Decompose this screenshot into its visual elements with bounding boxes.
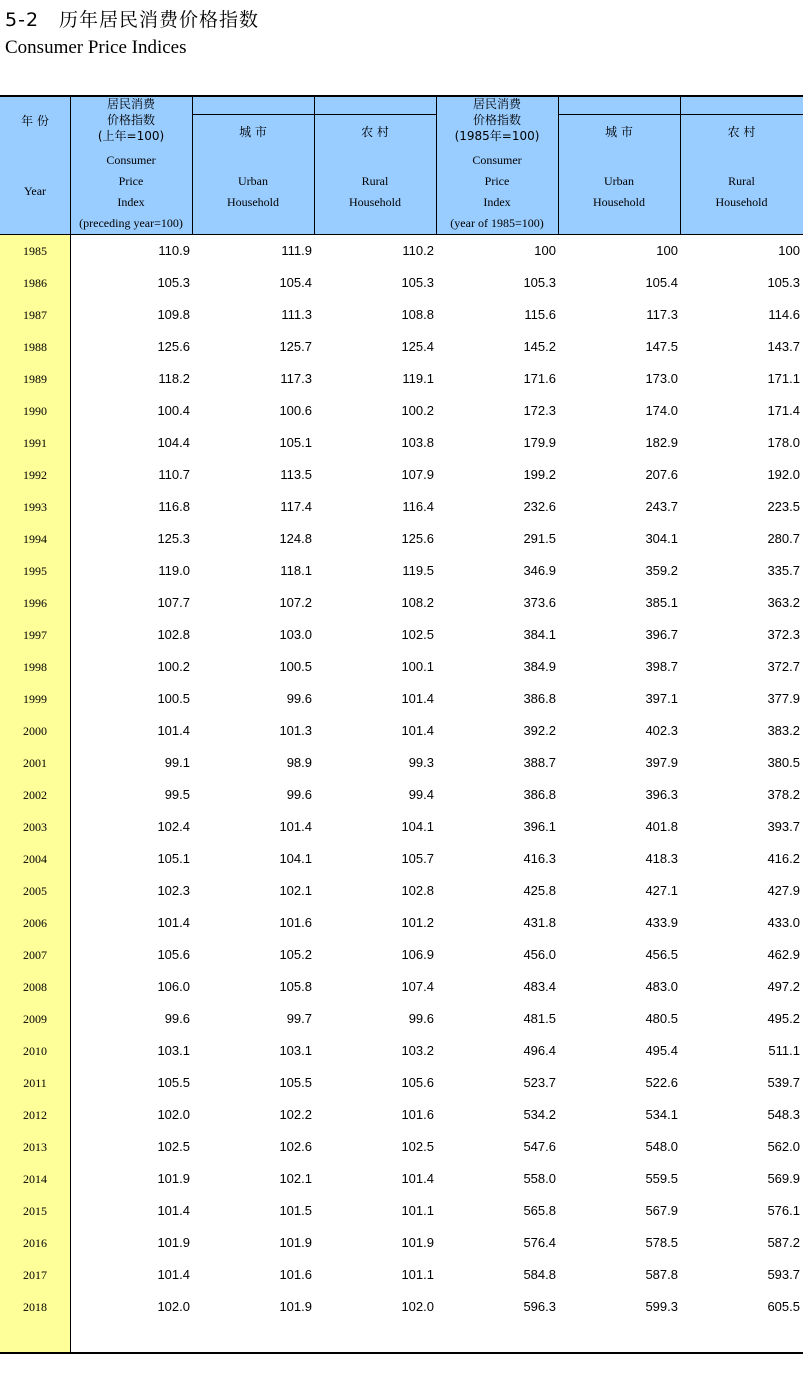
- cpi-1985-base-cell: 584.8: [523, 1267, 556, 1282]
- table-row: [0, 716, 803, 748]
- table-row: [0, 908, 803, 940]
- cpi-preceding-year-cell: 107.7: [157, 595, 190, 610]
- table-row: [0, 876, 803, 908]
- rural-preceding-year-cell: 125.6: [401, 531, 434, 546]
- urban-1985-base-cell: 427.1: [645, 883, 678, 898]
- table-row: [0, 748, 803, 780]
- cpi-preceding-year-cell: 101.4: [157, 915, 190, 930]
- rural-1985-base-cell: 393.7: [767, 819, 800, 834]
- cpi-1985-base-cell: 171.6: [523, 371, 556, 386]
- urban-1985-base-cell: 480.5: [645, 1011, 678, 1026]
- table-row: [0, 652, 803, 684]
- rural-1985-base-cell: 192.0: [767, 467, 800, 482]
- rural-preceding-year-cell: 104.1: [401, 819, 434, 834]
- rural-preceding-year-cell: 116.4: [402, 499, 434, 514]
- rural-1985-base-cell: 495.2: [767, 1011, 800, 1026]
- cpi-1985-base-cell: 145.2: [523, 339, 556, 354]
- table-row: [0, 940, 803, 972]
- urban-preceding-year-cell: 98.9: [286, 755, 312, 770]
- table-row: [0, 1100, 803, 1132]
- cpi-preceding-year-cell: 102.0: [157, 1107, 190, 1122]
- year-cell: 1996: [23, 596, 47, 610]
- year-cell: 1997: [23, 628, 47, 642]
- cpi-1985-base-cell: 431.8: [523, 915, 556, 930]
- urban-1985-base-cell: 534.1: [645, 1107, 678, 1122]
- urban-preceding-year-cell: 105.2: [279, 947, 312, 962]
- rural-preceding-year-cell: 101.4: [401, 691, 434, 706]
- rural-1985-base-cell: 462.9: [767, 947, 800, 962]
- cpi-preceding-year-cell: 99.1: [164, 755, 190, 770]
- rural-preceding-year-cell: 105.6: [401, 1075, 434, 1090]
- cpi-1985-base-cell: 384.9: [523, 659, 556, 674]
- year-cell: 2010: [23, 1044, 47, 1058]
- urban-preceding-year-cell: 99.6: [286, 787, 312, 802]
- rural-preceding-year-cell: 100.2: [401, 403, 434, 418]
- divider: [0, 234, 803, 235]
- cpi-1985-base-cell: 172.3: [523, 403, 556, 418]
- rural-1985-base-cell: 576.1: [767, 1203, 800, 1218]
- urban-1985-base-cell: 396.3: [645, 787, 678, 802]
- table-row: [0, 1260, 803, 1292]
- table-row: [0, 588, 803, 620]
- rural-preceding-year-cell: 101.4: [401, 1171, 434, 1186]
- year-cell: 2016: [23, 1236, 47, 1250]
- table-row: [0, 780, 803, 812]
- table-row: [0, 332, 803, 364]
- urban-preceding-year-cell: 101.9: [279, 1235, 312, 1250]
- urban-1985-base-cell: 173.0: [645, 371, 678, 386]
- cpi-preceding-year-cell: 102.8: [157, 627, 190, 642]
- cpi-preceding-year-cell: 105.6: [157, 947, 190, 962]
- table-row: [0, 1132, 803, 1164]
- rural-1985-base-cell: 363.2: [767, 595, 800, 610]
- year-cell: 2017: [23, 1268, 47, 1282]
- year-cell: 1986: [23, 276, 47, 290]
- cpi-1985-base-cell: 232.6: [523, 499, 556, 514]
- cpi-preceding-year-cell: 104.4: [157, 435, 190, 450]
- urban-1985-base-cell: 578.5: [645, 1235, 678, 1250]
- year-cell: 1987: [23, 308, 47, 322]
- rural-1985-base-cell: 105.3: [767, 275, 800, 290]
- urban-1985-base-cell: 182.9: [645, 435, 678, 450]
- year-cell: 1993: [23, 500, 47, 514]
- urban-1985-base-cell: 397.1: [645, 691, 678, 706]
- year-cell: 2012: [23, 1108, 47, 1122]
- table-row: [0, 844, 803, 876]
- urban-preceding-year-cell: 102.2: [279, 1107, 312, 1122]
- rural-preceding-year-cell: 100.1: [401, 659, 434, 674]
- urban-preceding-year-cell: 102.1: [279, 1171, 312, 1186]
- cpi-1985-base-cell: 388.7: [523, 755, 556, 770]
- rural-preceding-year-cell: 102.5: [401, 627, 434, 642]
- cpi-1985-base-cell: 384.1: [523, 627, 556, 642]
- urban-1985-base-cell: 483.0: [645, 979, 678, 994]
- cpi-1985-base-cell: 558.0: [523, 1171, 556, 1186]
- cpi-1985-base-cell: 596.3: [523, 1299, 556, 1314]
- urban-1985-base-cell: 418.3: [645, 851, 678, 866]
- rural-1985-base-cell: 587.2: [767, 1235, 800, 1250]
- cpi-1985-base-cell: 396.1: [523, 819, 556, 834]
- cpi-1985-base-cell: 105.3: [523, 275, 556, 290]
- rural-preceding-year-cell: 101.1: [401, 1203, 434, 1218]
- rural-1985-base-cell: 114.6: [768, 307, 800, 322]
- table-row: [0, 300, 803, 332]
- urban-preceding-year-cell: 104.1: [279, 851, 312, 866]
- urban-1985-base-cell: 401.8: [645, 819, 678, 834]
- rural-preceding-year-cell: 106.9: [401, 947, 434, 962]
- cpi-1985-base-cell: 547.6: [523, 1139, 556, 1154]
- table-row: [0, 236, 803, 268]
- table-row: [0, 524, 803, 556]
- urban-1985-base-cell: 433.9: [645, 915, 678, 930]
- rural-1985-base-cell: 378.2: [767, 787, 800, 802]
- urban-1985-base-cell: 522.6: [645, 1075, 678, 1090]
- page-title-en: Consumer Price Indices: [5, 37, 187, 58]
- year-cell: 1998: [23, 660, 47, 674]
- table-row: [0, 684, 803, 716]
- rural-preceding-year-cell: 103.8: [401, 435, 434, 450]
- year-cell: 2011: [23, 1076, 47, 1090]
- rural-1985-base-cell: 171.1: [767, 371, 800, 386]
- table-row: [0, 268, 803, 300]
- urban-1985-base-cell: 397.9: [645, 755, 678, 770]
- rural-preceding-year-cell: 105.7: [401, 851, 434, 866]
- rural-preceding-year-cell: 107.9: [401, 467, 434, 482]
- urban-preceding-year-cell: 111.3: [281, 307, 312, 322]
- cpi-1985-base-cell: 373.6: [523, 595, 556, 610]
- year-cell: 2013: [23, 1140, 47, 1154]
- table-row: [0, 492, 803, 524]
- cpi-preceding-year-cell: 125.3: [157, 531, 190, 546]
- rural-preceding-year-cell: 125.4: [401, 339, 434, 354]
- urban-1985-base-cell: 599.3: [645, 1299, 678, 1314]
- year-cell: 2002: [23, 788, 47, 802]
- rural-1985-base-cell: 100: [778, 243, 800, 258]
- cpi-preceding-year-cell: 116.8: [158, 499, 190, 514]
- urban-preceding-year-cell: 105.1: [279, 435, 312, 450]
- rural-1985-base-cell: 223.5: [767, 499, 800, 514]
- cpi-preceding-year-cell: 103.1: [157, 1043, 190, 1058]
- urban-1985-base-cell: 304.1: [645, 531, 678, 546]
- rural-preceding-year-cell: 102.5: [401, 1139, 434, 1154]
- rural-1985-base-cell: 548.3: [767, 1107, 800, 1122]
- urban-preceding-year-cell: 125.7: [279, 339, 312, 354]
- urban-1985-base-cell: 207.6: [645, 467, 678, 482]
- rural-preceding-year-cell: 108.2: [401, 595, 434, 610]
- urban-preceding-year-cell: 124.8: [279, 531, 312, 546]
- cpi-1985-base-cell: 576.4: [523, 1235, 556, 1250]
- year-cell: 2003: [23, 820, 47, 834]
- rural-1985-base-cell: 562.0: [767, 1139, 800, 1154]
- urban-1985-base-cell: 117.3: [646, 307, 678, 322]
- table-row: [0, 1164, 803, 1196]
- cpi-preceding-year-cell: 100.4: [157, 403, 190, 418]
- cpi-1985-base-cell: 291.5: [523, 531, 556, 546]
- rural-1985-base-cell: 383.2: [767, 723, 800, 738]
- cpi-1985-base-cell: 523.7: [523, 1075, 556, 1090]
- divider: [558, 97, 559, 235]
- cpi-preceding-year-cell: 119.0: [158, 563, 190, 578]
- urban-preceding-year-cell: 101.6: [279, 915, 312, 930]
- urban-1985-base-cell: 243.7: [645, 499, 678, 514]
- year-cell: 1992: [23, 468, 47, 482]
- cpi-preceding-year-cell: 105.5: [157, 1075, 190, 1090]
- rural-1985-base-cell: 171.4: [767, 403, 800, 418]
- year-cell: 1999: [23, 692, 47, 706]
- rural-preceding-year-cell: 102.8: [401, 883, 434, 898]
- cpi-preceding-year-cell: 110.7: [158, 467, 190, 482]
- urban-1985-base-cell: 385.1: [645, 595, 678, 610]
- year-cell: 2001: [23, 756, 47, 770]
- cpi-1985-base-cell: 392.2: [523, 723, 556, 738]
- urban-preceding-year-cell: 101.6: [279, 1267, 312, 1282]
- table-row: [0, 364, 803, 396]
- rural-1985-base-cell: 433.0: [767, 915, 800, 930]
- urban-preceding-year-cell: 118.1: [280, 563, 312, 578]
- rural-1985-base-cell: 511.1: [768, 1043, 800, 1058]
- year-cell: 2000: [23, 724, 47, 738]
- rural-preceding-year-cell: 119.1: [402, 371, 434, 386]
- cpi-preceding-year-cell: 102.5: [157, 1139, 190, 1154]
- cpi-1985-base-cell: 456.0: [523, 947, 556, 962]
- urban-1985-base-cell: 100: [656, 243, 678, 258]
- urban-1985-base-cell: 147.5: [645, 339, 678, 354]
- rural-preceding-year-cell: 101.1: [401, 1267, 434, 1282]
- urban-1985-base-cell: 495.4: [645, 1043, 678, 1058]
- divider: [192, 97, 193, 235]
- urban-preceding-year-cell: 101.3: [279, 723, 312, 738]
- divider: [558, 114, 803, 115]
- rural-1985-base-cell: 539.7: [767, 1075, 800, 1090]
- urban-preceding-year-cell: 105.4: [279, 275, 312, 290]
- rural-preceding-year-cell: 110.2: [402, 243, 434, 258]
- cpi-1985-base-cell: 483.4: [523, 979, 556, 994]
- cpi-1985-base-cell: 416.3: [523, 851, 556, 866]
- urban-1985-base-cell: 456.5: [645, 947, 678, 962]
- urban-preceding-year-cell: 111.9: [281, 243, 312, 258]
- cpi-preceding-year-cell: 99.6: [164, 1011, 190, 1026]
- year-cell: 2018: [23, 1300, 47, 1314]
- urban-1985-base-cell: 398.7: [645, 659, 678, 674]
- urban-preceding-year-cell: 105.5: [279, 1075, 312, 1090]
- cpi-preceding-year-cell: 109.8: [157, 307, 190, 322]
- rural-preceding-year-cell: 102.0: [401, 1299, 434, 1314]
- table-row: [0, 460, 803, 492]
- rural-1985-base-cell: 380.5: [767, 755, 800, 770]
- urban-1985-base-cell: 567.9: [645, 1203, 678, 1218]
- cpi-preceding-year-cell: 106.0: [157, 979, 190, 994]
- cpi-preceding-year-cell: 105.3: [157, 275, 190, 290]
- table-row: [0, 1292, 803, 1324]
- cpi-1985-base-cell: 100: [534, 243, 556, 258]
- cpi-1985-base-cell: 179.9: [523, 435, 556, 450]
- rural-1985-base-cell: 593.7: [767, 1267, 800, 1282]
- rural-preceding-year-cell: 99.4: [408, 787, 434, 802]
- urban-1985-base-cell: 105.4: [645, 275, 678, 290]
- rural-preceding-year-cell: 119.5: [402, 563, 434, 578]
- urban-preceding-year-cell: 101.4: [279, 819, 312, 834]
- rural-1985-base-cell: 569.9: [767, 1171, 800, 1186]
- cpi-1985-base-cell: 496.4: [523, 1043, 556, 1058]
- urban-1985-base-cell: 174.0: [645, 403, 678, 418]
- urban-preceding-year-cell: 100.6: [279, 403, 312, 418]
- urban-preceding-year-cell: 103.0: [279, 627, 312, 642]
- table-row: [0, 1004, 803, 1036]
- urban-1985-base-cell: 396.7: [645, 627, 678, 642]
- divider: [680, 97, 681, 235]
- urban-preceding-year-cell: 107.2: [279, 595, 312, 610]
- table-row: [0, 1068, 803, 1100]
- divider: [192, 114, 436, 115]
- rural-preceding-year-cell: 99.3: [408, 755, 434, 770]
- rural-1985-base-cell: 605.5: [767, 1299, 800, 1314]
- table-row: [0, 1228, 803, 1260]
- cpi-preceding-year-cell: 102.4: [157, 819, 190, 834]
- table-row: [0, 556, 803, 588]
- year-cell: 1990: [23, 404, 47, 418]
- urban-preceding-year-cell: 102.6: [279, 1139, 312, 1154]
- cpi-preceding-year-cell: 101.9: [157, 1235, 190, 1250]
- year-cell: 2009: [23, 1012, 47, 1026]
- urban-preceding-year-cell: 102.1: [279, 883, 312, 898]
- cpi-preceding-year-cell: 125.6: [157, 339, 190, 354]
- year-cell: 1988: [23, 340, 47, 354]
- cpi-preceding-year-cell: 100.5: [157, 691, 190, 706]
- cpi-preceding-year-cell: 105.1: [157, 851, 190, 866]
- urban-preceding-year-cell: 113.5: [280, 467, 312, 482]
- cpi-preceding-year-cell: 101.4: [157, 1267, 190, 1282]
- cpi-1985-base-cell: 386.8: [523, 787, 556, 802]
- year-cell: 2005: [23, 884, 47, 898]
- rural-preceding-year-cell: 105.3: [401, 275, 434, 290]
- cpi-preceding-year-cell: 101.4: [157, 1203, 190, 1218]
- year-cell: 1994: [23, 532, 47, 546]
- rural-1985-base-cell: 372.3: [767, 627, 800, 642]
- cpi-preceding-year-cell: 110.9: [158, 243, 190, 258]
- cpi-preceding-year-cell: 101.4: [157, 723, 190, 738]
- year-cell: 2006: [23, 916, 47, 930]
- year-cell: 2007: [23, 948, 47, 962]
- table-row: [0, 1036, 803, 1068]
- rural-1985-base-cell: 377.9: [767, 691, 800, 706]
- urban-1985-base-cell: 587.8: [645, 1267, 678, 1282]
- rural-preceding-year-cell: 99.6: [408, 1011, 434, 1026]
- urban-preceding-year-cell: 101.5: [279, 1203, 312, 1218]
- rural-1985-base-cell: 143.7: [767, 339, 800, 354]
- rural-1985-base-cell: 416.2: [767, 851, 800, 866]
- cpi-preceding-year-cell: 99.5: [164, 787, 190, 802]
- urban-preceding-year-cell: 101.9: [279, 1299, 312, 1314]
- rural-preceding-year-cell: 107.4: [401, 979, 434, 994]
- table-row: [0, 396, 803, 428]
- year-cell: 2015: [23, 1204, 47, 1218]
- rural-1985-base-cell: 497.2: [767, 979, 800, 994]
- table-row: [0, 812, 803, 844]
- year-cell: 1985: [23, 244, 47, 258]
- urban-preceding-year-cell: 103.1: [279, 1043, 312, 1058]
- urban-preceding-year-cell: 117.3: [280, 371, 312, 386]
- urban-preceding-year-cell: 100.5: [279, 659, 312, 674]
- divider: [314, 97, 315, 235]
- cpi-1985-base-cell: 534.2: [523, 1107, 556, 1122]
- year-cell: 1991: [23, 436, 47, 450]
- year-cell: 1995: [23, 564, 47, 578]
- page-title-zh: 5-2 历年居民消费价格指数: [5, 9, 260, 31]
- rural-1985-base-cell: 335.7: [767, 563, 800, 578]
- year-cell: 1989: [23, 372, 47, 386]
- cpi-1985-base-cell: 386.8: [523, 691, 556, 706]
- urban-preceding-year-cell: 99.7: [286, 1011, 312, 1026]
- urban-1985-base-cell: 402.3: [645, 723, 678, 738]
- rural-1985-base-cell: 178.0: [767, 435, 800, 450]
- rural-1985-base-cell: 280.7: [767, 531, 800, 546]
- cpi-1985-base-cell: 481.5: [523, 1011, 556, 1026]
- cpi-preceding-year-cell: 118.2: [158, 371, 190, 386]
- urban-1985-base-cell: 559.5: [645, 1171, 678, 1186]
- urban-1985-base-cell: 548.0: [645, 1139, 678, 1154]
- cpi-1985-base-cell: 565.8: [523, 1203, 556, 1218]
- cpi-preceding-year-cell: 101.9: [157, 1171, 190, 1186]
- table-row: [0, 620, 803, 652]
- urban-preceding-year-cell: 105.8: [279, 979, 312, 994]
- cpi-1985-base-cell: 199.2: [523, 467, 556, 482]
- rural-preceding-year-cell: 108.8: [401, 307, 434, 322]
- table-row: [0, 1196, 803, 1228]
- cpi-preceding-year-cell: 100.2: [157, 659, 190, 674]
- rural-preceding-year-cell: 101.2: [401, 915, 434, 930]
- year-cell: 2004: [23, 852, 47, 866]
- urban-1985-base-cell: 359.2: [645, 563, 678, 578]
- cpi-1985-base-cell: 425.8: [523, 883, 556, 898]
- cpi-1985-base-cell: 115.6: [524, 307, 556, 322]
- rural-preceding-year-cell: 101.9: [401, 1235, 434, 1250]
- urban-preceding-year-cell: 117.4: [280, 499, 312, 514]
- cpi-1985-base-cell: 346.9: [523, 563, 556, 578]
- rural-preceding-year-cell: 101.6: [401, 1107, 434, 1122]
- rural-1985-base-cell: 427.9: [767, 883, 800, 898]
- rural-preceding-year-cell: 101.4: [401, 723, 434, 738]
- cpi-preceding-year-cell: 102.0: [157, 1299, 190, 1314]
- table-row: [0, 972, 803, 1004]
- cpi-preceding-year-cell: 102.3: [157, 883, 190, 898]
- urban-preceding-year-cell: 99.6: [286, 691, 312, 706]
- rural-1985-base-cell: 372.7: [767, 659, 800, 674]
- table-row: [0, 428, 803, 460]
- rural-preceding-year-cell: 103.2: [401, 1043, 434, 1058]
- year-cell: 2014: [23, 1172, 47, 1186]
- year-cell: 2008: [23, 980, 47, 994]
